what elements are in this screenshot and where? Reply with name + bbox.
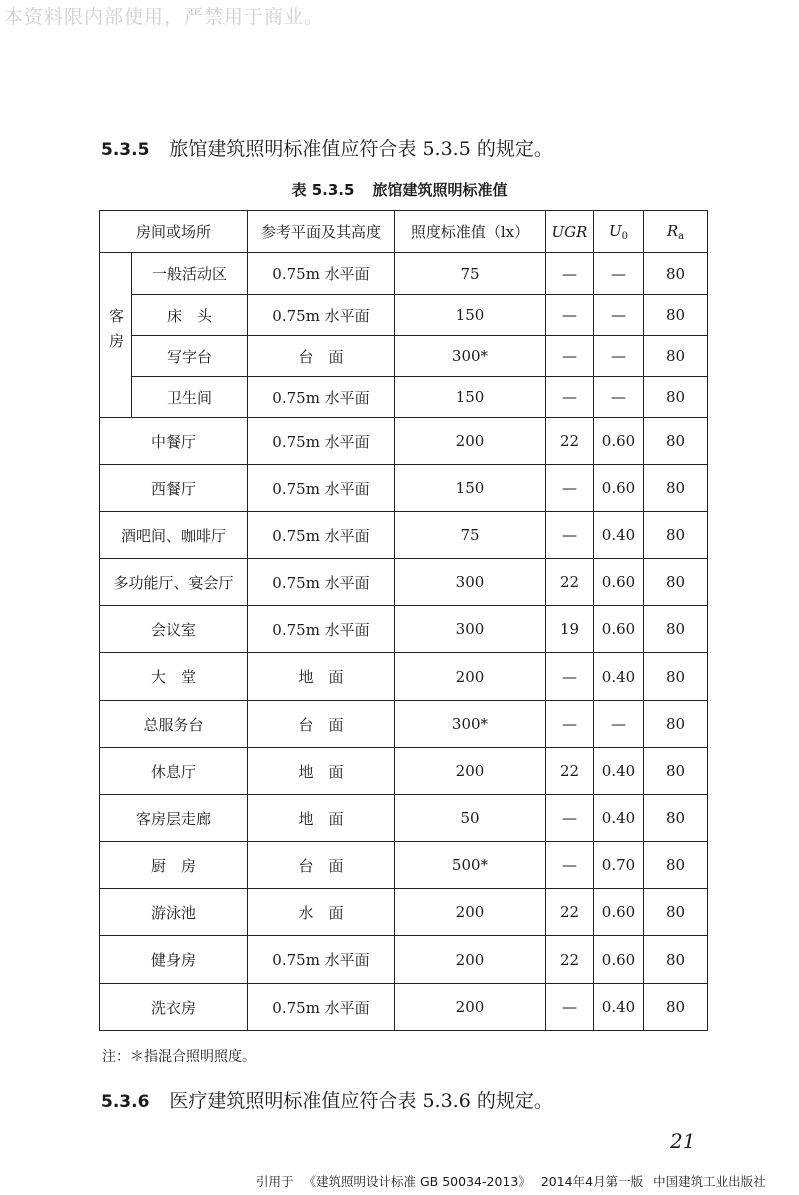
cell-ra: 80 <box>644 253 708 295</box>
cell-ra: 80 <box>644 653 708 701</box>
header-plane: 参考平面及其高度 <box>248 211 395 253</box>
cell-u0: 0.40 <box>594 748 644 795</box>
cell-room: 厨 房 <box>100 842 248 889</box>
table-row <box>100 377 708 418</box>
cell-room: 一般活动区 <box>132 253 248 295</box>
cell-plane: 水 面 <box>248 889 395 936</box>
cell-ugr: — <box>546 512 594 559</box>
cell-ugr: — <box>546 701 594 748</box>
cell-ra: 80 <box>644 377 708 418</box>
cell-u0: 0.40 <box>594 984 644 1031</box>
clause-number: 5.3.5 <box>101 140 150 160</box>
citation-publisher: 中国建筑工业出版社 <box>653 1174 766 1189</box>
cell-room: 总服务台 <box>100 701 248 748</box>
cell-plane: 0.75m 水平面 <box>248 253 395 295</box>
cell-ra: 80 <box>644 984 708 1031</box>
cell-lux: 75 <box>395 253 546 295</box>
header-lux: 照度标准值（lx） <box>395 211 546 253</box>
cell-lux: 300 <box>395 559 546 606</box>
cell-u0: — <box>594 336 644 377</box>
clause-number: 5.3.6 <box>101 1092 150 1112</box>
lighting-standard-table <box>99 210 708 1031</box>
cell-room: 多功能厅、宴会厅 <box>100 559 248 606</box>
cell-ugr: — <box>546 984 594 1031</box>
cell-lux: 200 <box>395 984 546 1031</box>
cell-room: 卫生间 <box>132 377 248 418</box>
cell-ugr: 22 <box>546 418 594 465</box>
cell-plane: 0.75m 水平面 <box>248 606 395 653</box>
cell-room: 西餐厅 <box>100 465 248 512</box>
cell-plane: 0.75m 水平面 <box>248 984 395 1031</box>
clause-text: 旅馆建筑照明标准值应符合表 5.3.5 的规定。 <box>169 138 553 160</box>
cell-u0: — <box>594 701 644 748</box>
table-row <box>100 465 708 512</box>
table-body <box>100 253 708 1031</box>
cell-ra: 80 <box>644 748 708 795</box>
cell-ugr: — <box>546 336 594 377</box>
cell-room: 休息厅 <box>100 748 248 795</box>
guest-room-group-label: 客房 <box>107 308 125 358</box>
cell-u0: 0.60 <box>594 936 644 984</box>
cell-plane: 0.75m 水平面 <box>248 559 395 606</box>
cell-lux: 300* <box>395 701 546 748</box>
table-title-number: 表 5.3.5 <box>291 181 355 199</box>
cell-lux: 300* <box>395 336 546 377</box>
cell-room: 游泳池 <box>100 889 248 936</box>
cell-u0: 0.60 <box>594 465 644 512</box>
clause-5-3-5 <box>101 134 553 161</box>
table-row <box>100 984 708 1031</box>
table-row <box>100 842 708 889</box>
header-ugr: UGR <box>546 211 594 253</box>
cell-ugr: — <box>546 253 594 295</box>
cell-room: 写字台 <box>132 336 248 377</box>
cell-ugr: 22 <box>546 559 594 606</box>
cell-u0: 0.40 <box>594 653 644 701</box>
table-row <box>100 936 708 984</box>
cell-u0: 0.40 <box>594 512 644 559</box>
citation-edition: 2014年4月第一版 <box>540 1174 644 1189</box>
cell-room: 酒吧间、咖啡厅 <box>100 512 248 559</box>
cell-ra: 80 <box>644 465 708 512</box>
table-row <box>100 653 708 701</box>
page-number: 21 <box>670 1129 696 1153</box>
cell-plane: 台 面 <box>248 336 395 377</box>
table-row <box>100 512 708 559</box>
cell-lux: 200 <box>395 889 546 936</box>
cell-ra: 80 <box>644 936 708 984</box>
cell-u0: 0.60 <box>594 606 644 653</box>
cell-u0: — <box>594 295 644 336</box>
citation-source: 《建筑照明设计标准 GB 50034-2013》 <box>303 1174 531 1189</box>
cell-ugr: 22 <box>546 936 594 984</box>
cell-plane: 0.75m 水平面 <box>248 418 395 465</box>
cell-plane: 地 面 <box>248 795 395 842</box>
clause-5-3-6 <box>101 1086 553 1113</box>
cell-u0: — <box>594 377 644 418</box>
header-room: 房间或场所 <box>100 211 248 253</box>
cell-lux: 200 <box>395 653 546 701</box>
cell-plane: 台 面 <box>248 842 395 889</box>
citation-prefix: 引用于 <box>256 1174 294 1189</box>
cell-plane: 地 面 <box>248 748 395 795</box>
cell-lux: 75 <box>395 512 546 559</box>
table-header-row <box>100 211 708 253</box>
table-row <box>100 748 708 795</box>
cell-plane: 台 面 <box>248 701 395 748</box>
cell-ra: 80 <box>644 842 708 889</box>
cell-ra: 80 <box>644 795 708 842</box>
cell-ra: 80 <box>644 606 708 653</box>
cell-u0: 0.60 <box>594 559 644 606</box>
guest-room-group-cell <box>100 253 132 418</box>
cell-ra: 80 <box>644 512 708 559</box>
cell-ugr: — <box>546 795 594 842</box>
cell-ugr: 22 <box>546 889 594 936</box>
cell-room: 健身房 <box>100 936 248 984</box>
clause-text: 医疗建筑照明标准值应符合表 5.3.6 的规定。 <box>169 1090 553 1112</box>
table-row <box>100 418 708 465</box>
cell-plane: 0.75m 水平面 <box>248 512 395 559</box>
table-row <box>100 889 708 936</box>
cell-ugr: — <box>546 842 594 889</box>
cell-u0: — <box>594 253 644 295</box>
cell-lux: 150 <box>395 377 546 418</box>
cell-ra: 80 <box>644 559 708 606</box>
header-u0 <box>594 211 644 253</box>
table-row <box>100 795 708 842</box>
cell-ugr: 22 <box>546 748 594 795</box>
cell-ugr: 19 <box>546 606 594 653</box>
cell-lux: 150 <box>395 295 546 336</box>
header-ra-sub: a <box>678 230 685 242</box>
cell-ra: 80 <box>644 889 708 936</box>
cell-lux: 200 <box>395 418 546 465</box>
cell-ra: 80 <box>644 701 708 748</box>
cell-plane: 0.75m 水平面 <box>248 936 395 984</box>
cell-lux: 50 <box>395 795 546 842</box>
watermark-text: 本资料限内部使用，严禁用于商业。 <box>4 6 325 28</box>
table-title <box>0 179 799 200</box>
cell-ra: 80 <box>644 295 708 336</box>
cell-u0: 0.70 <box>594 842 644 889</box>
table-title-text: 旅馆建筑照明标准值 <box>372 181 508 199</box>
table-row <box>100 701 708 748</box>
header-u0-main: U <box>608 221 622 240</box>
table-row <box>100 295 708 336</box>
table-row <box>100 253 708 295</box>
cell-lux: 500* <box>395 842 546 889</box>
cell-lux: 300 <box>395 606 546 653</box>
cell-ra: 80 <box>644 418 708 465</box>
cell-ugr: — <box>546 377 594 418</box>
header-u0-sub: 0 <box>621 230 629 242</box>
cell-room: 中餐厅 <box>100 418 248 465</box>
cell-room: 大 堂 <box>100 653 248 701</box>
cell-lux: 150 <box>395 465 546 512</box>
table-note: 注：＊指混合照明照度。 <box>102 1049 256 1065</box>
cell-plane: 0.75m 水平面 <box>248 465 395 512</box>
cell-u0: 0.40 <box>594 795 644 842</box>
cell-room: 床 头 <box>132 295 248 336</box>
table-row <box>100 559 708 606</box>
cell-plane: 0.75m 水平面 <box>248 377 395 418</box>
cell-lux: 200 <box>395 936 546 984</box>
cell-plane: 0.75m 水平面 <box>248 295 395 336</box>
citation-footer <box>256 1172 766 1190</box>
cell-room: 客房层走廊 <box>100 795 248 842</box>
cell-room: 会议室 <box>100 606 248 653</box>
cell-ra: 80 <box>644 336 708 377</box>
cell-room: 洗衣房 <box>100 984 248 1031</box>
table-row <box>100 336 708 377</box>
cell-ugr: — <box>546 465 594 512</box>
cell-ugr: — <box>546 653 594 701</box>
table-row <box>100 606 708 653</box>
cell-ugr: — <box>546 295 594 336</box>
cell-lux: 200 <box>395 748 546 795</box>
cell-u0: 0.60 <box>594 418 644 465</box>
cell-plane: 地 面 <box>248 653 395 701</box>
cell-u0: 0.60 <box>594 889 644 936</box>
header-ra <box>644 211 708 253</box>
header-ra-main: R <box>666 221 679 240</box>
